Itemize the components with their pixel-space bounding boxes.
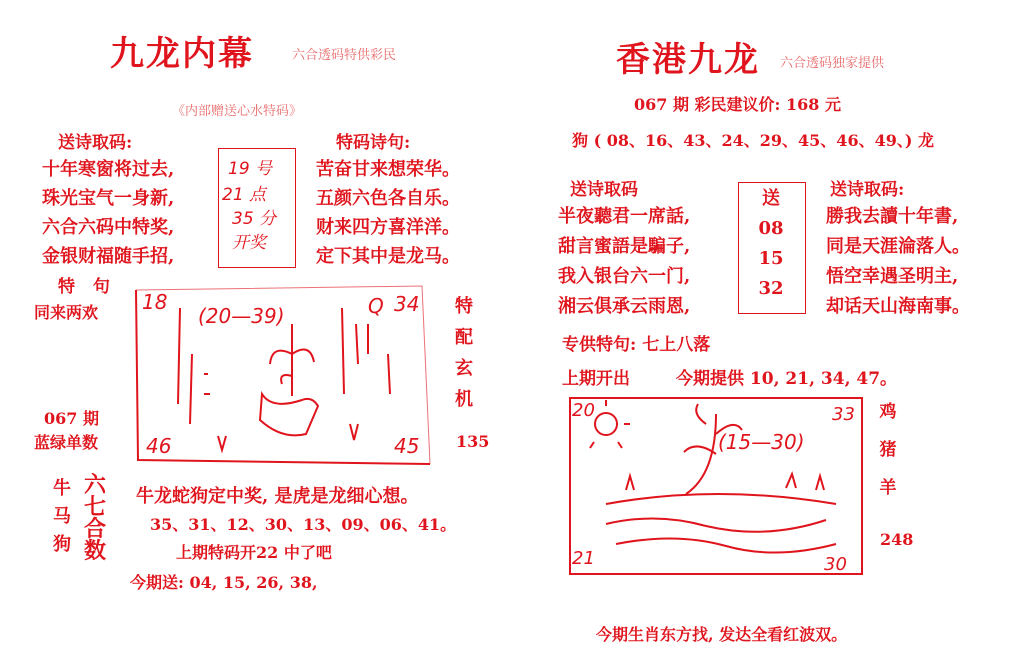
sketch-range-b: Q <box>368 294 384 318</box>
left-poem-line: 金银财福随手招, <box>42 246 175 267</box>
left-poem-line: 六合六码中特奖, <box>42 217 175 238</box>
right-poem-l: 甜言蜜語是騙子, <box>558 236 691 257</box>
tm-line: 苦奋甘来想荣华。 <box>316 159 460 180</box>
special-sentence: 专供特句: 七上八落 <box>562 335 711 355</box>
right-poem-label-l: 送诗取码 <box>570 180 638 200</box>
bottom-poem: 牛龙蛇狗定中奖, 是虎是龙细心想。 <box>136 486 419 507</box>
right-poem-r: 勝我去讀十年書, <box>826 206 959 227</box>
right-sketch-drawing <box>566 394 866 578</box>
animal-number: 248 <box>880 530 914 549</box>
animal-list <box>876 404 900 518</box>
sketch-br: 45 <box>394 434 420 458</box>
six-seven-char: 合 <box>83 516 106 542</box>
draw-minute: 35 分 <box>232 209 277 229</box>
right-title: 香港九龙 <box>616 40 760 80</box>
six-seven-char: 七 <box>83 494 106 520</box>
send-box-item: 32 <box>758 278 784 299</box>
left-title-sub: 六合透码特供彩民 <box>292 48 397 63</box>
side-vertical <box>452 298 476 422</box>
tm-line: 定下其中是龙马。 <box>316 246 460 267</box>
sketch-range: (15—30) <box>718 430 805 454</box>
send-box-item: 送 <box>762 188 780 209</box>
right-poem-l: 半夜聽君一席話, <box>558 206 691 227</box>
draw-hour: 19 号 <box>228 159 273 179</box>
left-title: 九龙内幕 <box>110 34 254 74</box>
six-seven-char: 六 <box>83 472 106 498</box>
sketch-tl: 20 <box>572 400 595 421</box>
side-char: 机 <box>455 389 473 410</box>
draw-open: 开奖 <box>232 233 266 253</box>
right-title-sub: 六合透码独家提供 <box>780 56 885 71</box>
six-seven <box>80 474 110 562</box>
side-number: 135 <box>456 432 490 451</box>
provide-numbers: 今期提供 10, 21, 34, 47。 <box>676 369 898 389</box>
zodiac: 牛 <box>53 478 71 499</box>
tm-label: 特码诗句: <box>336 133 411 153</box>
special-label: 特 句 <box>58 277 116 297</box>
tm-line: 五颜六色各自乐。 <box>316 188 460 209</box>
sketch-bl: 46 <box>146 434 172 458</box>
send-box-content <box>738 190 804 310</box>
left-poem-line: 珠光宝气一身新, <box>42 188 175 209</box>
zodiac-list <box>50 480 74 564</box>
zodiac: 马 <box>53 506 71 527</box>
sketch-tr: 33 <box>832 404 855 425</box>
left-subtitle: 《内部赠送心水特码》 <box>172 104 303 119</box>
right-poem-r: 同是天涯淪落人。 <box>826 236 970 257</box>
issue-text: 蓝绿单数 <box>34 433 99 452</box>
animal: 羊 <box>879 478 897 498</box>
animal: 鸡 <box>879 402 897 422</box>
send-box-item: 15 <box>758 248 784 269</box>
side-char: 特 <box>455 296 473 317</box>
right-poem-l: 我入银台六一门, <box>558 266 691 287</box>
special-text: 同来两欢 <box>34 303 99 322</box>
send-box-item: 08 <box>758 218 784 239</box>
price-line: 067 期 彩民建议价: 168 元 <box>634 95 841 114</box>
right-poem-label-r: 送诗取码: <box>830 180 905 200</box>
side-char: 玄 <box>455 358 473 379</box>
footer-text: 今期生肖东方找, 发达全看红波双。 <box>596 625 848 644</box>
sketch-tl: 18 <box>142 290 168 314</box>
this-issue: 今期送: 04, 15, 26, 38, <box>130 573 318 592</box>
draw-point: 21 点 <box>222 185 267 205</box>
right-poem-l: 湘云俱承云雨恩, <box>558 296 691 317</box>
side-char: 配 <box>455 327 473 348</box>
recommended-numbers: 35、31、12、30、13、09、06、41。 <box>150 515 457 534</box>
right-poem-r: 却话天山海南事。 <box>826 296 970 317</box>
right-sketch <box>566 394 866 578</box>
six-seven-char: 数 <box>83 538 106 564</box>
left-poem-label: 送诗取码: <box>58 133 133 153</box>
sketch-range: (20—39) <box>198 304 285 328</box>
sketch-tr: 34 <box>394 292 420 316</box>
issue-label: 067 期 <box>44 409 99 428</box>
zodiac: 狗 <box>53 534 71 555</box>
last-open: 上期开出 <box>562 369 630 389</box>
animal: 猪 <box>879 440 897 460</box>
last-issue: 上期特码开22 中了吧 <box>176 543 332 562</box>
sketch-br: 30 <box>824 554 847 575</box>
tm-line: 财来四方喜洋洋。 <box>316 217 460 238</box>
left-poem-line: 十年寒窗将过去, <box>42 159 175 180</box>
sketch-bl: 21 <box>572 548 595 569</box>
left-sketch <box>132 284 432 466</box>
right-poem-r: 悟空幸遇圣明主, <box>826 266 959 287</box>
dog-dragon-line: 狗 ( 08、16、43、24、29、45、46、49、) 龙 <box>572 131 934 150</box>
